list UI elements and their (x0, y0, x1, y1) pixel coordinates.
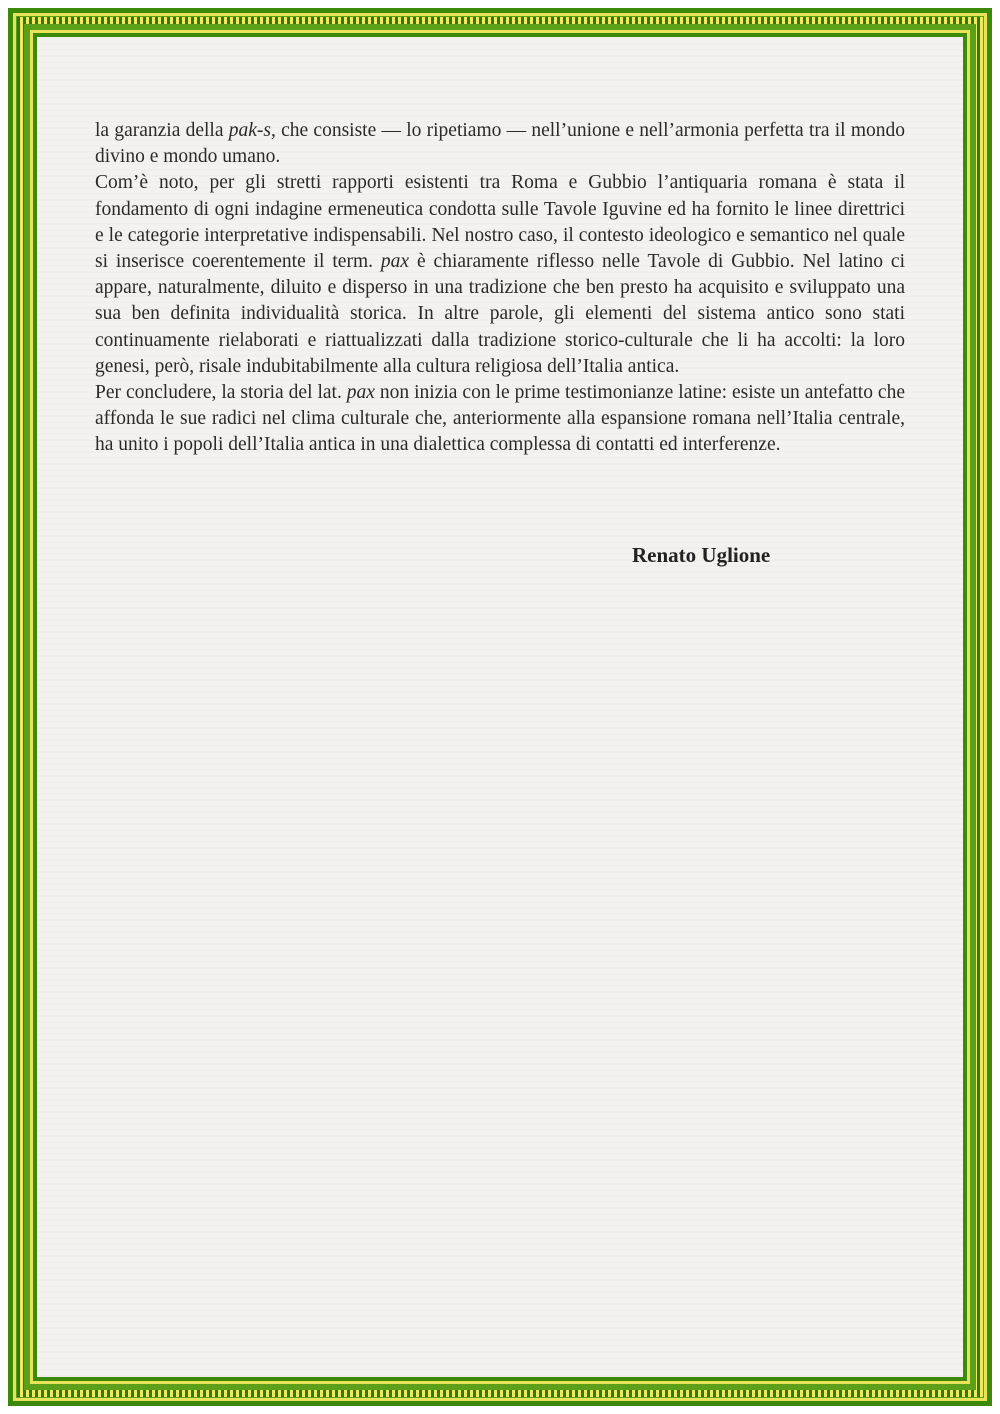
author-signature: Renato Uglione (632, 543, 771, 567)
text-run: è chiaramente riflesso nelle Tavole di Gubbio. Nel latino ci appare, naturalmente, diluito e disperso in una tradizione che ben presto ha acquisito e sviluppato una sua ben definita individualità storica. In altre parole, gli elementi del sistema antico sono stati continuamente rielaborati e riattualizzati dalla tradizione storico-culturale che li ha accolti: la loro genesi, però, risale indubitabilmente alla cultura religiosa dell’Italia antica. (95, 251, 905, 377)
text-run: la garanzia della (95, 120, 229, 141)
term-italic: pax (380, 251, 410, 273)
term-italic: pak-s, (228, 120, 276, 141)
body-text (95, 118, 905, 459)
term-italic: pax (346, 382, 375, 404)
text-run: Per concludere, la storia del lat. (95, 382, 347, 404)
paragraph (95, 118, 905, 170)
paragraph (95, 170, 905, 380)
text-run: non inizia con le prime testimonianze latine: esiste un antefatto che affonda le sue radici nel clima culturale che, anteriormente alla espansione romana nell’Italia centrale, ha unito i popoli dell’Italia antica in una dialettica complessa di contatti ed interferenze. (95, 382, 905, 456)
text-run: Com’è noto, per gli stretti rapporti esistenti tra Roma e Gubbio l’antiquaria romana è stata il fondamento di ogni indagine ermeneutica condotta sulle Tavole Iguvine ed ha fornito le linee direttrici e le categorie interpretative indispensabili. Nel nostro caso, il contesto ideologico e semantico nel quale si inserisce coerentemente il term. (95, 172, 905, 273)
text-run: che consiste — lo ripetiamo — nell’unione e nell’armonia perfetta tra il mondo divino e mondo umano. (95, 120, 906, 168)
paragraph (95, 380, 905, 459)
